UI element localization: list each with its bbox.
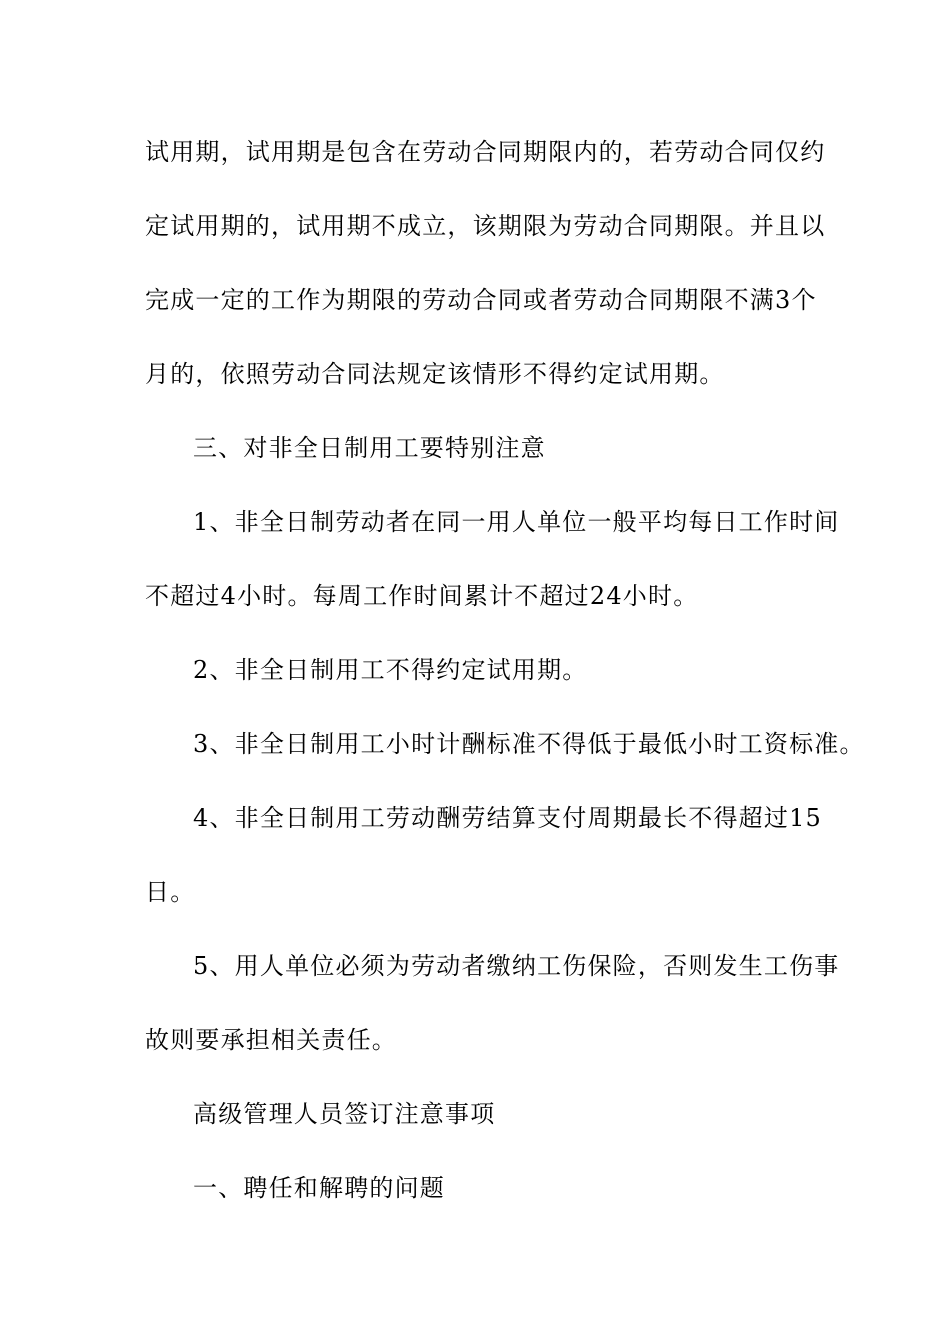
paragraph-line: 定试用期的，试用期不成立，该期限为劳动合同期限。并且以 [145, 212, 826, 240]
paragraph-line: 试用期，试用期是包含在劳动合同期限内的，若劳动合同仅约 [145, 138, 826, 166]
paragraph-line: 完成一定的工作为期限的劳动合同或者劳动合同期限不满3个 [145, 286, 817, 314]
list-item-5: 5、用人单位必须为劳动者缴纳工伤保险，否则发生工伤事 [193, 952, 840, 980]
subsection-title: 高级管理人员签订注意事项 [193, 1100, 496, 1128]
list-item-3: 3、非全日制用工小时计酬标准不得低于最低小时工资标准。 [193, 730, 865, 758]
section-heading: 三、对非全日制用工要特别注意 [193, 434, 546, 462]
section-heading: 一、聘任和解聘的问题 [193, 1174, 445, 1202]
list-item-2: 2、非全日制用工不得约定试用期。 [193, 656, 588, 684]
paragraph-line: 月的，依照劳动合同法规定该情形不得约定试用期。 [145, 360, 725, 388]
list-item-1: 1、非全日制劳动者在同一用人单位一般平均每日工作时间 [193, 508, 840, 536]
list-item-4-continued: 日。 [145, 878, 196, 906]
list-item-4: 4、非全日制用工劳动酬劳结算支付周期最长不得超过15 [193, 804, 823, 832]
list-item-1-continued: 不超过4小时。每周工作时间累计不超过24小时。 [145, 582, 699, 610]
list-item-5-continued: 故则要承担相关责任。 [145, 1026, 397, 1054]
